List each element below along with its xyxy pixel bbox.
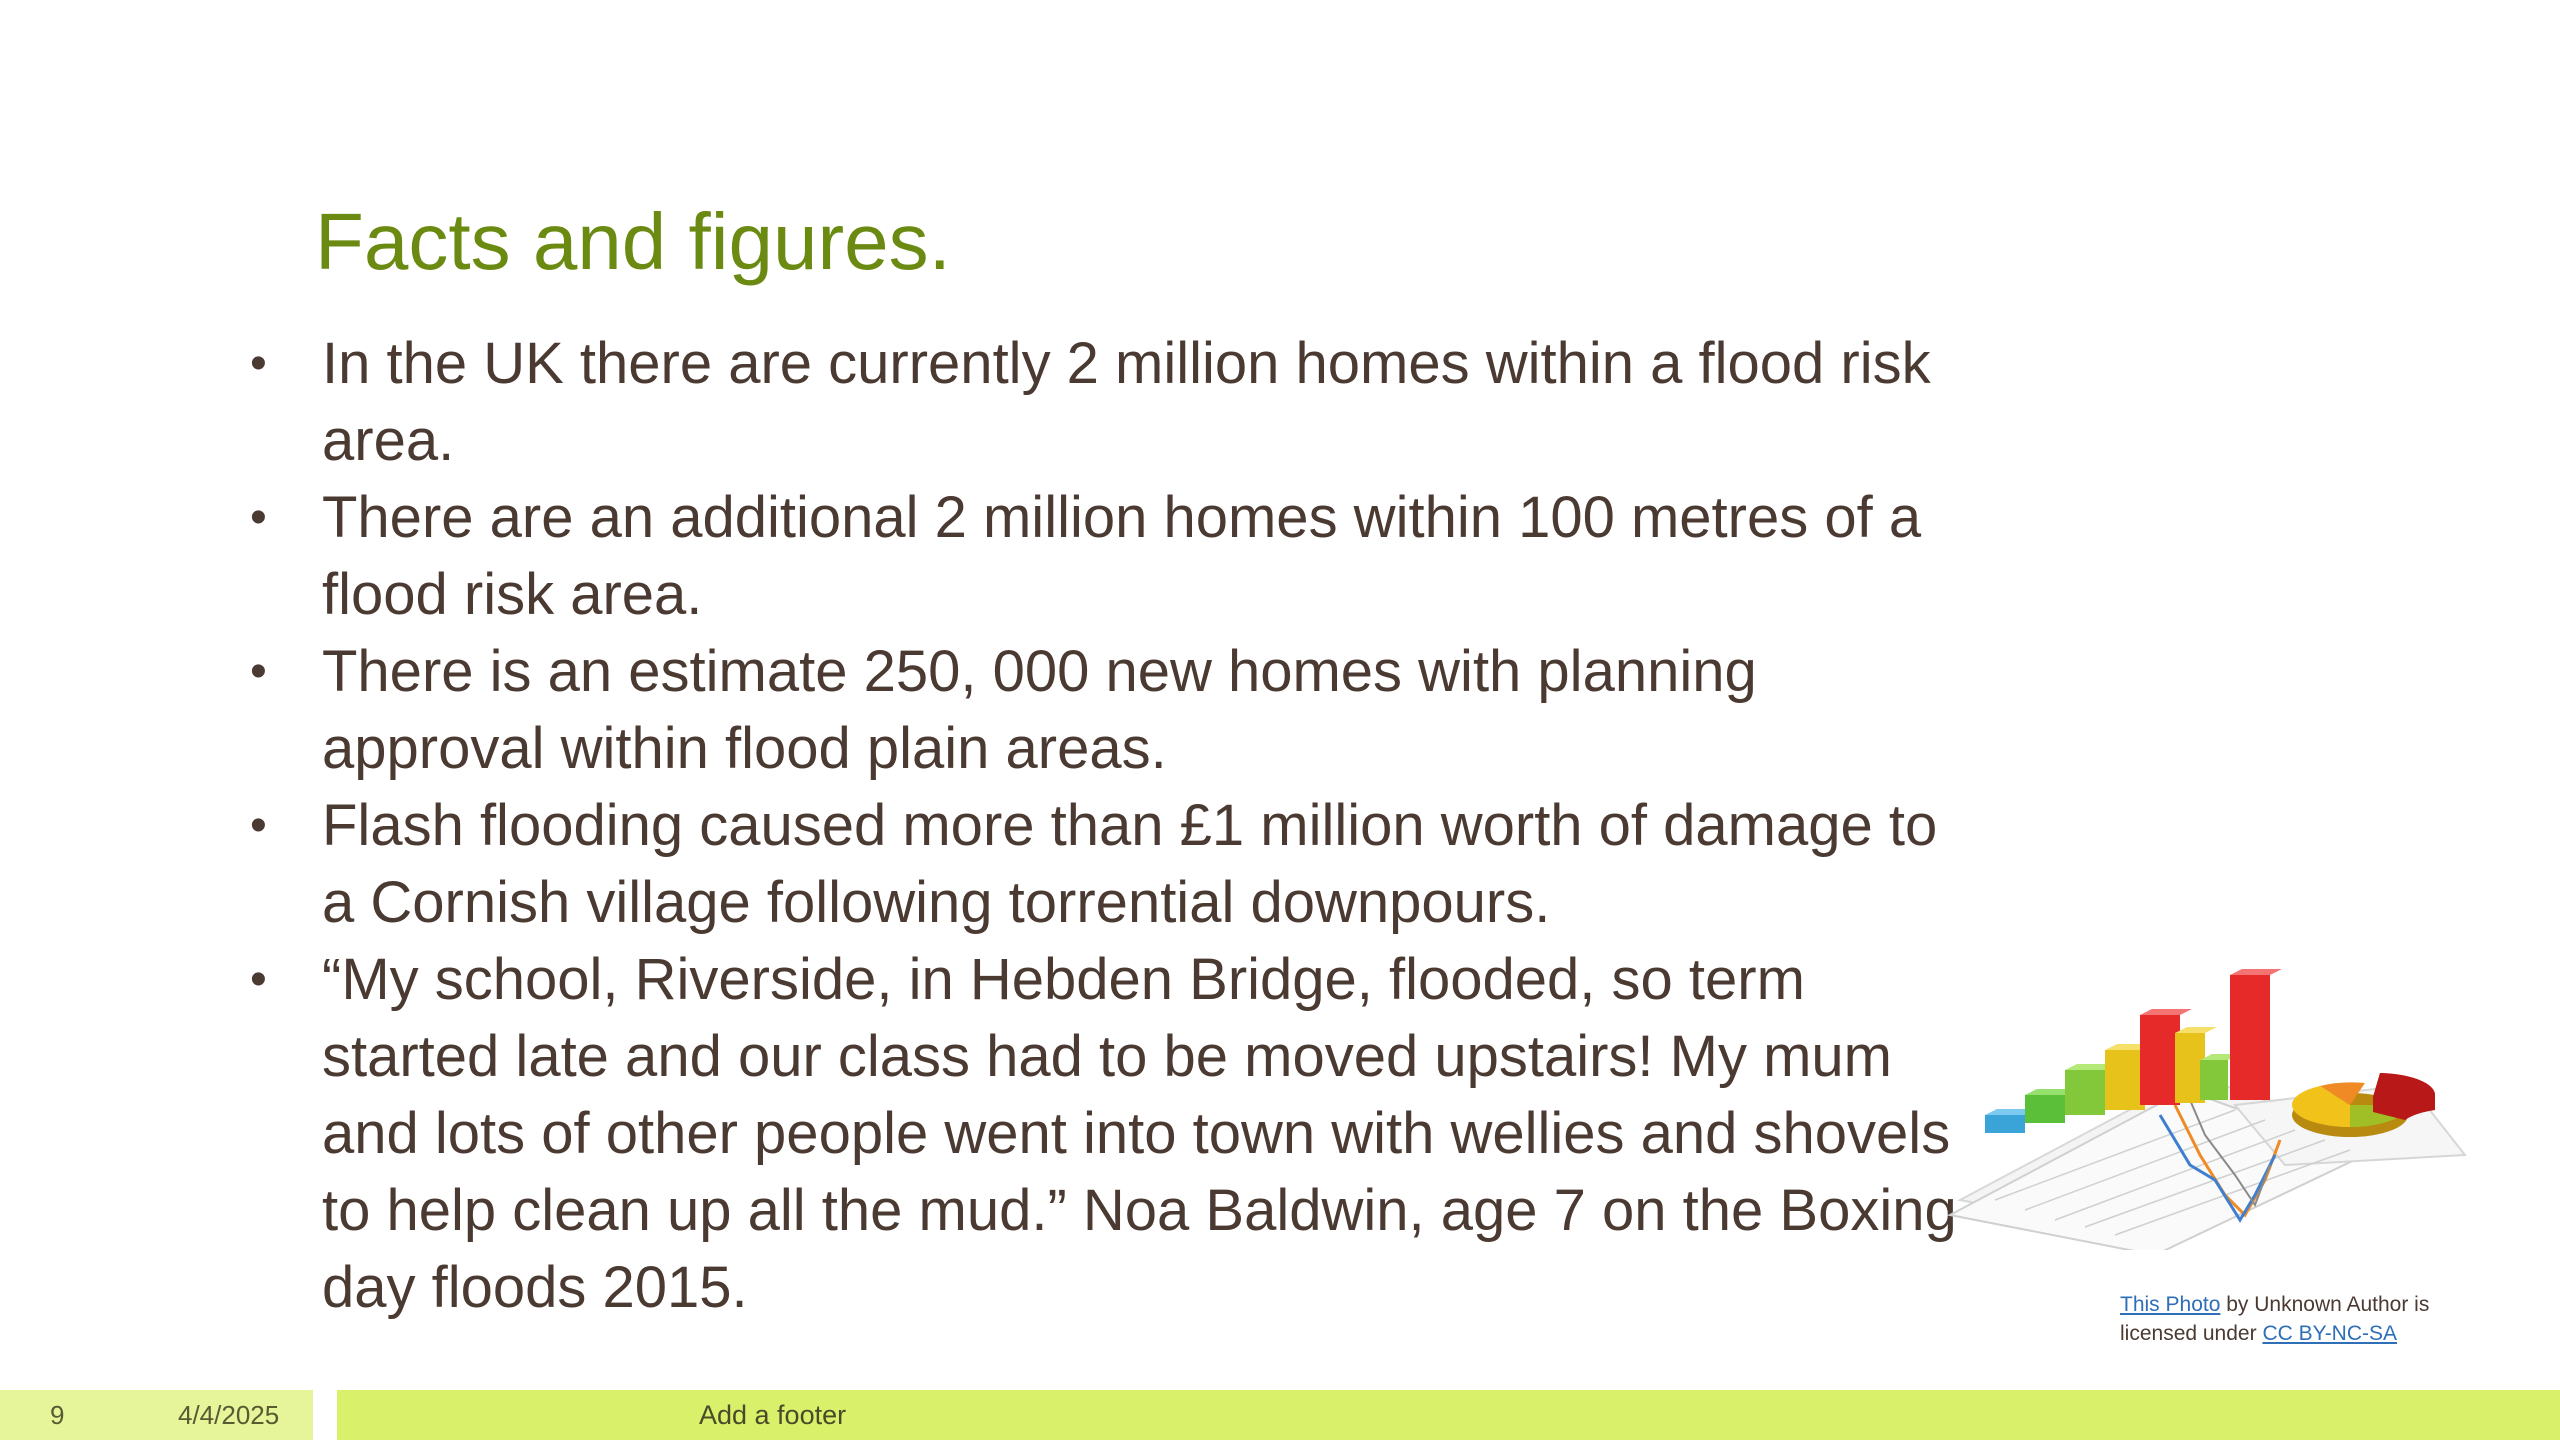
footer-left-panel — [0, 1390, 313, 1440]
bar — [2200, 1060, 2228, 1100]
bullet-list[interactable] — [240, 325, 1980, 1326]
attribution-text: by Unknown Author is licensed under — [2120, 1293, 2430, 1345]
bar — [2065, 1070, 2105, 1115]
license-link[interactable]: CC BY-NC-SA — [2262, 1322, 2398, 1345]
bullet-item — [240, 325, 1980, 479]
bar — [1985, 1115, 2025, 1133]
bar — [2105, 1050, 2145, 1110]
footer-text[interactable]: Add a footer — [699, 1400, 847, 1430]
bullet-text: Flash flooding caused more than £1 million worth of damage to a Cornish village following torrential downpours. — [322, 793, 1938, 935]
bullet-marker: • — [250, 491, 267, 544]
bullet-text: In the UK there are currently 2 million homes within a flood risk area. — [322, 331, 1931, 473]
photo-link[interactable]: This Photo — [2120, 1293, 2221, 1316]
bar — [2230, 975, 2270, 1100]
bullet-marker: • — [250, 645, 267, 698]
bar — [2140, 1015, 2180, 1105]
bullet-text: There are an additional 2 million homes within 100 metres of a flood risk area. — [322, 485, 1922, 627]
bullet-marker: • — [250, 799, 267, 852]
bullet-item — [240, 787, 1980, 941]
bullet-text: There is an estimate 250, 000 new homes with planning approval within flood plain areas. — [322, 639, 1757, 781]
bullet-marker: • — [250, 337, 267, 390]
footer-right-panel — [337, 1390, 2560, 1440]
slide-date[interactable]: 4/4/2025 — [178, 1400, 280, 1430]
chart-illustration-icon[interactable] — [1935, 965, 2480, 1250]
bullet-item — [240, 633, 1980, 787]
slide-number[interactable]: 9 — [50, 1400, 65, 1430]
bullet-item — [240, 479, 1980, 633]
slide-footer — [0, 1390, 2560, 1440]
bullet-text: “My school, Riverside, in Hebden Bridge, flooded, so term started late and our class had to be moved upstairs! My mum and lots of other people went into town with wellies and shovels to help clean up all the mud.” Noa Baldwin, age 7 on the Boxing day floods 2015. — [322, 947, 1957, 1320]
image-attribution — [2120, 1290, 2480, 1348]
bar — [2025, 1095, 2065, 1123]
bullet-marker: • — [250, 953, 267, 1006]
slide-title[interactable]: Facts and figures. — [315, 197, 951, 286]
bullet-item — [240, 941, 1980, 1326]
